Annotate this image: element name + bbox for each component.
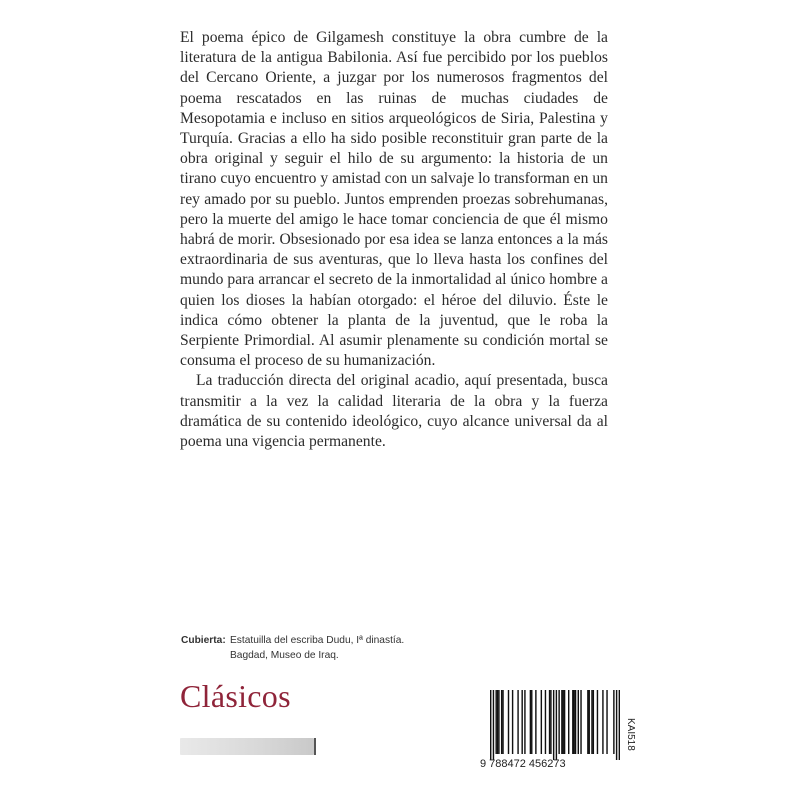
barcode-bar bbox=[530, 690, 531, 754]
barcode-bar bbox=[580, 690, 581, 754]
barcode-bar bbox=[578, 690, 579, 754]
barcode-bar bbox=[508, 690, 509, 754]
barcode-bar bbox=[587, 690, 588, 754]
isbn-number: 9 788472 456273 bbox=[480, 758, 566, 770]
barcode-bar bbox=[498, 690, 499, 754]
synopsis-paragraph-2: La traducción directa del original acadio, aquí presentada, busca transmitir a la vez la calidad literaria de la obra y la fuerza dramática de su contenido ideológico, cuyo alcance universal da al poema una vigencia permanente. bbox=[180, 372, 608, 451]
barcode-bar bbox=[502, 690, 503, 754]
logo-bar-edge bbox=[314, 738, 316, 755]
barcode-bar bbox=[541, 690, 542, 754]
cover-credit-text bbox=[230, 634, 450, 663]
barcode-bar bbox=[572, 690, 573, 754]
barcode-bar bbox=[493, 690, 494, 760]
barcode-bar bbox=[501, 690, 502, 754]
barcode-bar bbox=[563, 690, 564, 754]
barcode-bar bbox=[602, 690, 603, 754]
barcode-bar bbox=[549, 690, 550, 754]
cover-credit-line-2: Bagdad, Museo de Iraq. bbox=[230, 649, 339, 661]
barcode-bar bbox=[589, 690, 590, 754]
barcode-bar bbox=[495, 690, 496, 754]
barcode-bar bbox=[568, 690, 569, 754]
cover-credit-line-1: Estatuilla del escriba Dudu, Iª dinastía. bbox=[230, 635, 405, 646]
barcode-bar bbox=[564, 690, 565, 754]
barcode-bar bbox=[558, 690, 559, 754]
barcode-bar bbox=[613, 690, 614, 754]
barcode-bar bbox=[550, 690, 551, 754]
barcode-bar bbox=[606, 690, 607, 754]
publisher-logo-bar bbox=[180, 738, 314, 755]
cover-credit-label: Cubierta: bbox=[181, 635, 226, 646]
barcode-bar bbox=[531, 690, 532, 754]
barcode-bar bbox=[497, 690, 498, 754]
synopsis bbox=[180, 28, 608, 452]
edition-code: KAI518 bbox=[625, 718, 636, 751]
barcode-bar bbox=[597, 690, 598, 754]
barcode-bar bbox=[575, 690, 576, 754]
barcode-bar bbox=[490, 690, 491, 760]
barcode-bar bbox=[616, 690, 617, 760]
barcode-bar bbox=[524, 690, 525, 754]
barcode-bar bbox=[517, 690, 518, 754]
barcode-bar bbox=[521, 690, 522, 754]
barcode-bar bbox=[553, 690, 554, 760]
barcode-bar bbox=[619, 690, 620, 760]
series-title: Clásicos bbox=[180, 678, 291, 714]
barcode-bar bbox=[593, 690, 594, 754]
synopsis-paragraph-1: El poema épico de Gilgamesh constituye la obra cumbre de la literatura de la antigua Babilonia. Así fue percibido por los pueblos del Cercano Oriente, a juzgar por los numerosos fragmentos del poema rescatados en las ruinas de muchas ciudades de Mesopotamia e incluso en sitios arqueológicos de Siria, Palestina y Turquía. Gracias a ello ha sido posible reconstituir gran parte de la obra original y seguir el hilo de su argumento: la historia de un tirano cuyo encuentro y amistad con un salvaje lo transforman en un rey amado por su pueblo. Juntos emprenden proezas sobrehumanas, pero la muerte del amigo le hace tomar conciencia de que él mismo habrá de morir. Obsesionado por esa idea se lanza entonces a la más extraordinaria de sus aventuras, que lo lleva hasta los confines del mundo para arrancar el secreto de la inmortalidad al único hombre a quien los dioses la habían otorgado: el héroe del diluvio. Éste le indica cómo obtener la planta de la juventud, que le roba la Serpiente Primordial. Al asumir plenamente su condición mortal se consuma el proceso de su humanización. bbox=[180, 29, 608, 370]
barcode-bar bbox=[556, 690, 557, 760]
barcode-bar bbox=[535, 690, 536, 754]
barcode-bar bbox=[561, 690, 562, 754]
barcode-bar bbox=[573, 690, 574, 754]
barcode-bar bbox=[512, 690, 513, 754]
barcode-bar bbox=[591, 690, 592, 754]
barcode-bars bbox=[490, 690, 620, 760]
isbn-barcode bbox=[480, 690, 620, 770]
barcode-bar bbox=[545, 690, 546, 754]
